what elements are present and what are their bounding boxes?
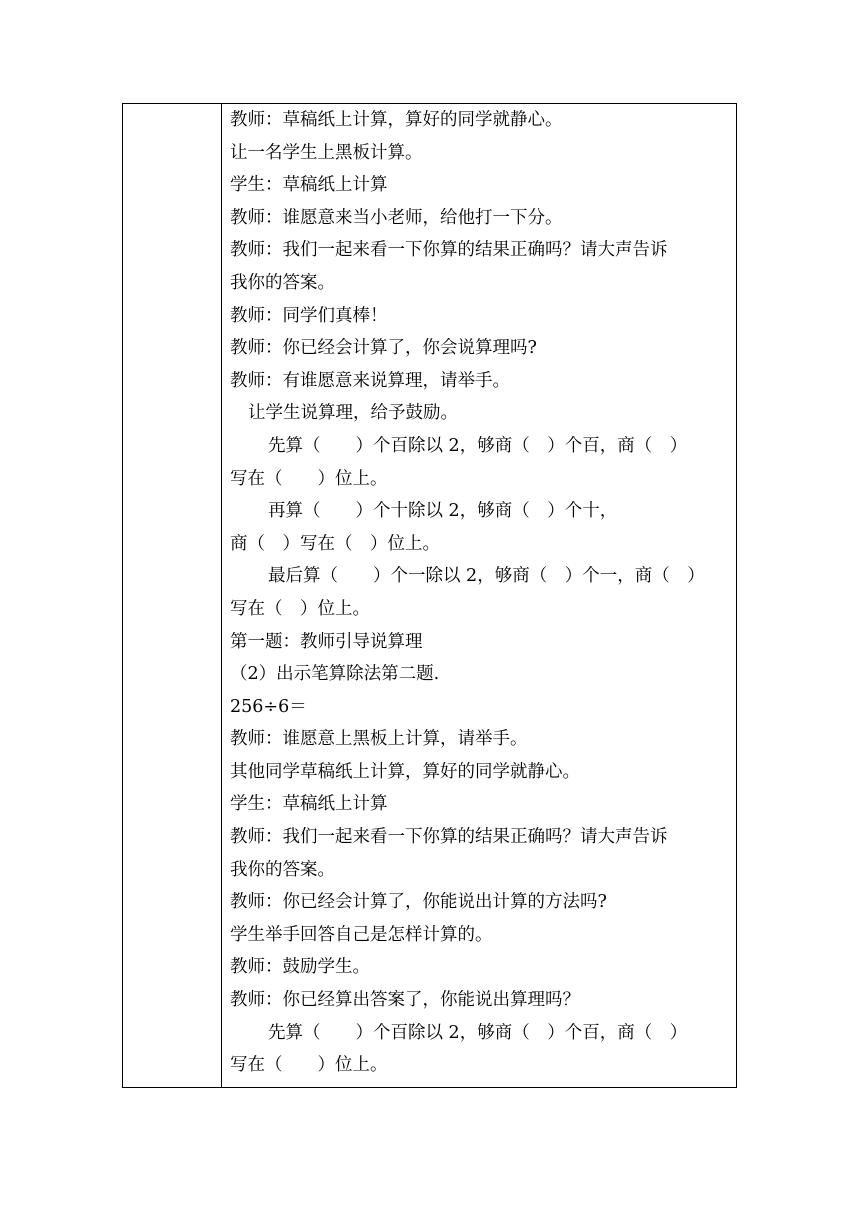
text-line: （2）出示笔算除法第二题. bbox=[230, 664, 440, 685]
text-line: 教师：有谁愿意来说算理，请举手。 bbox=[230, 370, 510, 391]
column-divider bbox=[221, 104, 222, 1087]
lesson-table bbox=[122, 103, 737, 1088]
text-line: 学生：草稿纸上计算 bbox=[230, 794, 388, 815]
text-line: 让一名学生上黑板计算。 bbox=[230, 142, 423, 163]
text-line: 先算（ ）个百除以 2，够商（ ）个百，商（ ） bbox=[268, 1022, 688, 1043]
text-line: 教师：你已经会计算了，你能说出计算的方法吗? bbox=[230, 892, 607, 913]
text-line: 教师：草稿纸上计算，算好的同学就静心。 bbox=[230, 110, 563, 130]
text-line: 教师：同学们真棒！ bbox=[230, 305, 388, 326]
text-line: 最后算（ ）个一除以 2，够商（ ）个一，商（ ） bbox=[268, 566, 705, 587]
text-line: 第一题：教师引导说算理 bbox=[230, 631, 423, 652]
lesson-content bbox=[230, 104, 730, 1082]
text-line: 我你的答案。 bbox=[230, 859, 335, 880]
text-line: 256÷6＝ bbox=[230, 696, 307, 717]
text-line: 让学生说算理，给予鼓励。 bbox=[248, 403, 458, 424]
text-line: 写在（ ）位上。 bbox=[230, 468, 388, 489]
text-line: 其他同学草稿纸上计算，算好的同学就静心。 bbox=[230, 761, 580, 782]
text-line: 教师：你已经算出答案了，你能说出算理吗？ bbox=[230, 990, 580, 1011]
text-line: 写在（ ）位上。 bbox=[230, 1055, 388, 1076]
text-line: 写在（ ）位上。 bbox=[230, 598, 370, 619]
text-line: 教师：鼓励学生。 bbox=[230, 957, 370, 978]
text-line: 商（ ）写在（ ）位上。 bbox=[230, 533, 440, 554]
text-line: 教师：你已经会计算了，你会说算理吗? bbox=[230, 338, 537, 359]
text-line: 学生：草稿纸上计算 bbox=[230, 175, 388, 196]
text-line: 我你的答案。 bbox=[230, 272, 335, 293]
text-line: 教师：谁愿意上黑板上计算，请举手。 bbox=[230, 729, 528, 750]
text-line: 教师：谁愿意来当小老师，给他打一下分。 bbox=[230, 207, 563, 228]
text-line: 学生举手回答自己是怎样计算的。 bbox=[230, 924, 493, 945]
text-line: 教师：我们一起来看一下你算的结果正确吗？请大声告诉 bbox=[230, 827, 668, 848]
text-line: 先算（ ）个百除以 2，够商（ ）个百，商（ ） bbox=[268, 435, 688, 456]
text-line: 再算（ ）个十除以 2，够商（ ）个十， bbox=[268, 501, 618, 522]
text-line: 教师：我们一起来看一下你算的结果正确吗？请大声告诉 bbox=[230, 240, 668, 261]
